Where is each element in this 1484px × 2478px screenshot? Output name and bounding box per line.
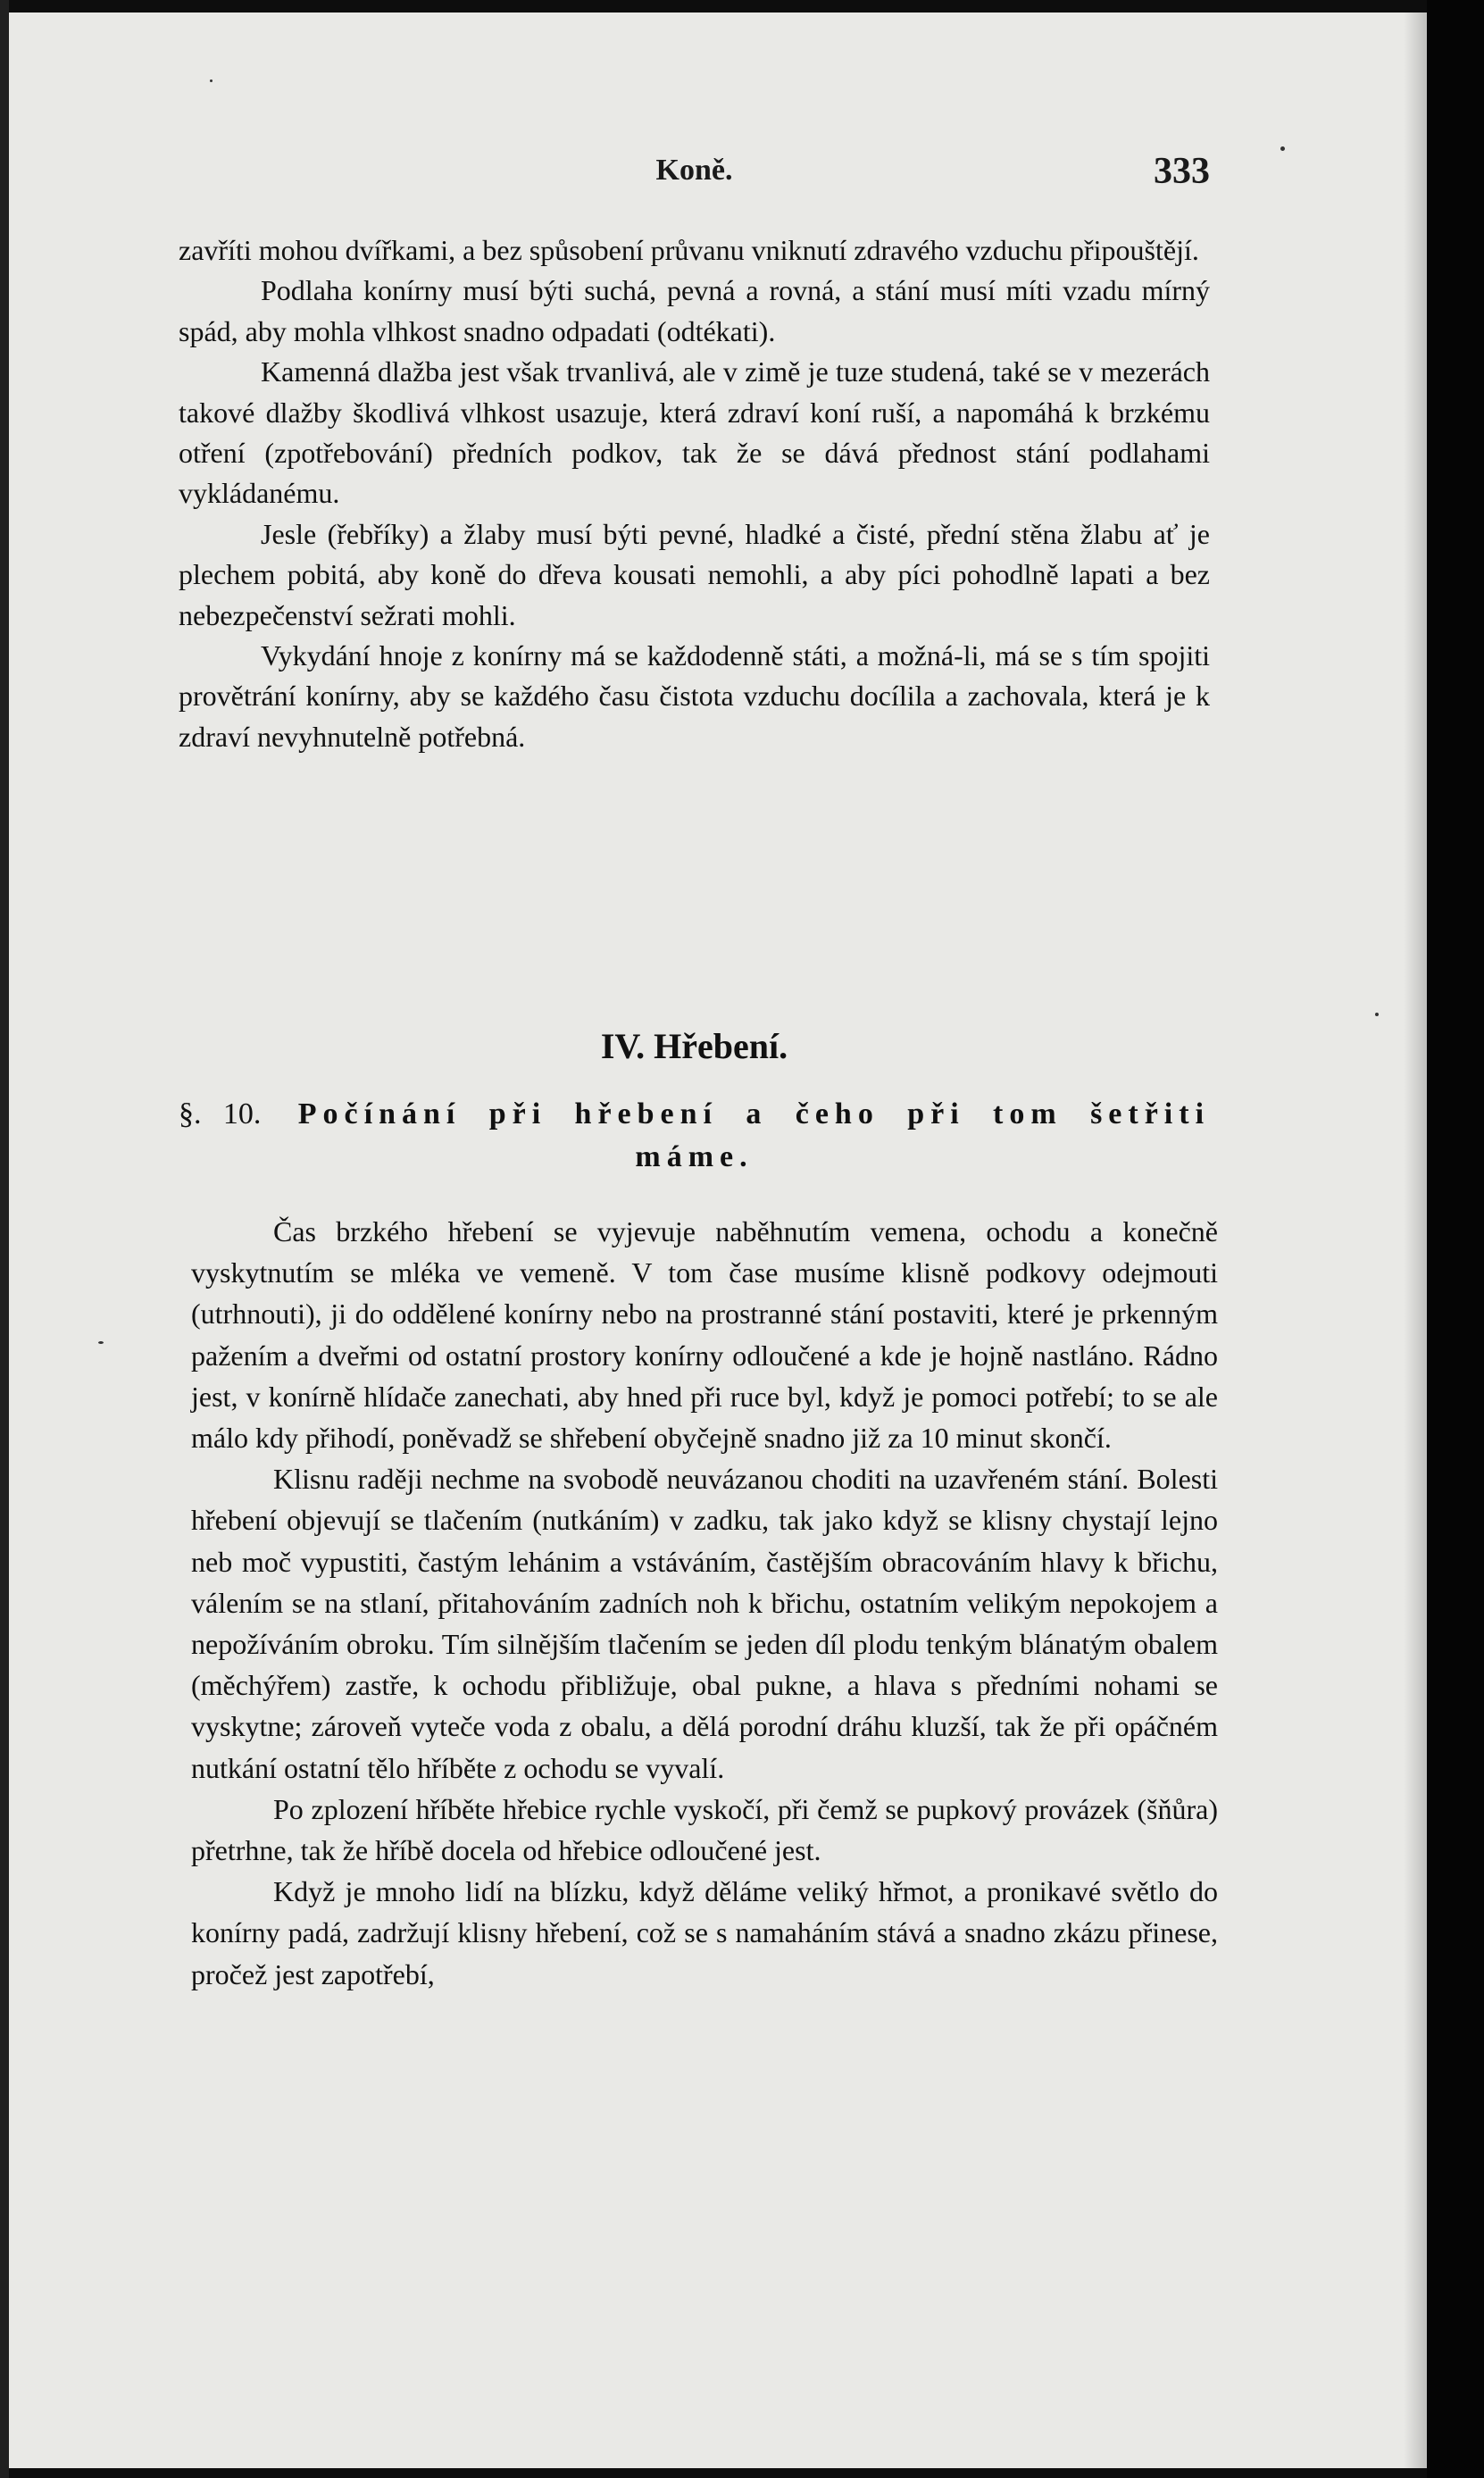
- body-text-bottom: [191, 1211, 1218, 1995]
- right-scan-edge: [1427, 0, 1484, 2478]
- paragraph: Kamenná dlažba jest však trvanlivá, ale v zimě je tuze studená, také se v mezerách takové dlažby škodlivá vlhkost usazuje, která zdraví koní ruší, a napomáhá k brzkému otření (zpotřebování) předních podkov, tak že se dává přednost stání podlahami vykládanému.: [179, 355, 1210, 510]
- ink-speck: [210, 79, 213, 82]
- section-number: §. 10.: [179, 1097, 262, 1131]
- paragraph: Když je mnoho lidí na blízku, když děláme veliký hřmot, a pronikavé světlo do konírny padá, zadržují klisny hřebení, což se s namaháním stává a snadno zkázu přinese, pročež jest zapotřebí,: [191, 1875, 1218, 1990]
- running-title: Koně.: [655, 154, 733, 187]
- chapter-block: [179, 1020, 1210, 1179]
- paragraph: Vykydání hnoje z konírny má se každodenně státi, a možná-li, má se s tím spojiti provětrání konírny, aby se každého času čistota vzduchu docílila a zachovala, která je k zdraví nevyhnutelně potřebná.: [179, 639, 1210, 753]
- paragraph: zavříti mohou dvířkami, a bez spůsobení průvanu vniknutí zdravého vzduchu připouštějí.: [179, 234, 1199, 266]
- left-scan-edge: [0, 0, 9, 2478]
- ink-speck: [1375, 1013, 1379, 1016]
- paragraph: Klisnu raději nechme na svobodě neuvázanou choditi na uzavřeném stání. Bolesti hřebení objevují se tlačením (nutkáním) v zadku, tak jako když se klisny chystají lejno neb moč vypustiti, častým lehánim a vstáváním, častějším obracováním hlavy k břichu, válením se na stlaní, přitahováním zadních noh k břichu, ostatním velikým nepokojem a nepožíváním obroku. Tím silnějším tlačením se jeden díl plodu tenkým blánatým obalem (měchýřem) zastře, k ochodu přibližuje, obal pukne, a hlava s předními nohami se vyskytne; zároveň vyteče voda z obalu, a dělá porodní dráhu kluzší, tak že při opáčném nutkání ostatní tělo hříběte z ochodu se vyvalí.: [191, 1463, 1218, 1784]
- paragraph: Čas brzkého hřebení se vyjevuje naběhnutím vemena, ochodu a konečně vyskytnutím se mléka ve vemeně. V tom čase musíme klisně podkovy odejmouti (utrhnouti), ji do oddělené konírny nebo na prostranné stání postaviti, které je prkenným pažením a dveřmi od ostatní prostory konírny odloučené a kde je hojně nastláno. Rádno jest, v konírně hlídače zanechati, aby hned při ruce byl, když je pomoci potřebí; to se ale málo kdy přihodí, poněvadž se shřebení obyčejně snadno již za 10 minut skončí.: [191, 1215, 1218, 1455]
- chapter-heading: IV. Hřebení.: [600, 1026, 788, 1066]
- paragraph: Podlaha konírny musí býti suchá, pevná a rovná, a stání musí míti vzadu mírný spád, aby mohla vlhkost snadno odpadati (odtékati).: [179, 274, 1210, 347]
- section-heading: [179, 1093, 1210, 1179]
- section-title: Počínání při hřebení a čeho při tom šetřiti máme.: [297, 1097, 1211, 1173]
- ink-speck: [1280, 146, 1285, 151]
- paragraph: Jesle (řebříky) a žlaby musí býti pevné, hladké a čisté, přední stěna žlabu ať je plechem pobitá, aby koně do dřeva kousati nemohli, a aby píci pohodlně lapati a bez nebezpečenství sežrati mohli.: [179, 517, 1210, 631]
- running-head: [179, 150, 1210, 195]
- ink-speck: [98, 1341, 104, 1344]
- body-text-top: [179, 230, 1210, 757]
- paragraph: Po zplození hříběte hřebice rychle vyskočí, při čemž se pupkový provázek (šňůra) přetrhne, tak že hříbě docela od hřebice odloučené jest.: [191, 1792, 1218, 1867]
- page-number: 333: [1154, 151, 1210, 192]
